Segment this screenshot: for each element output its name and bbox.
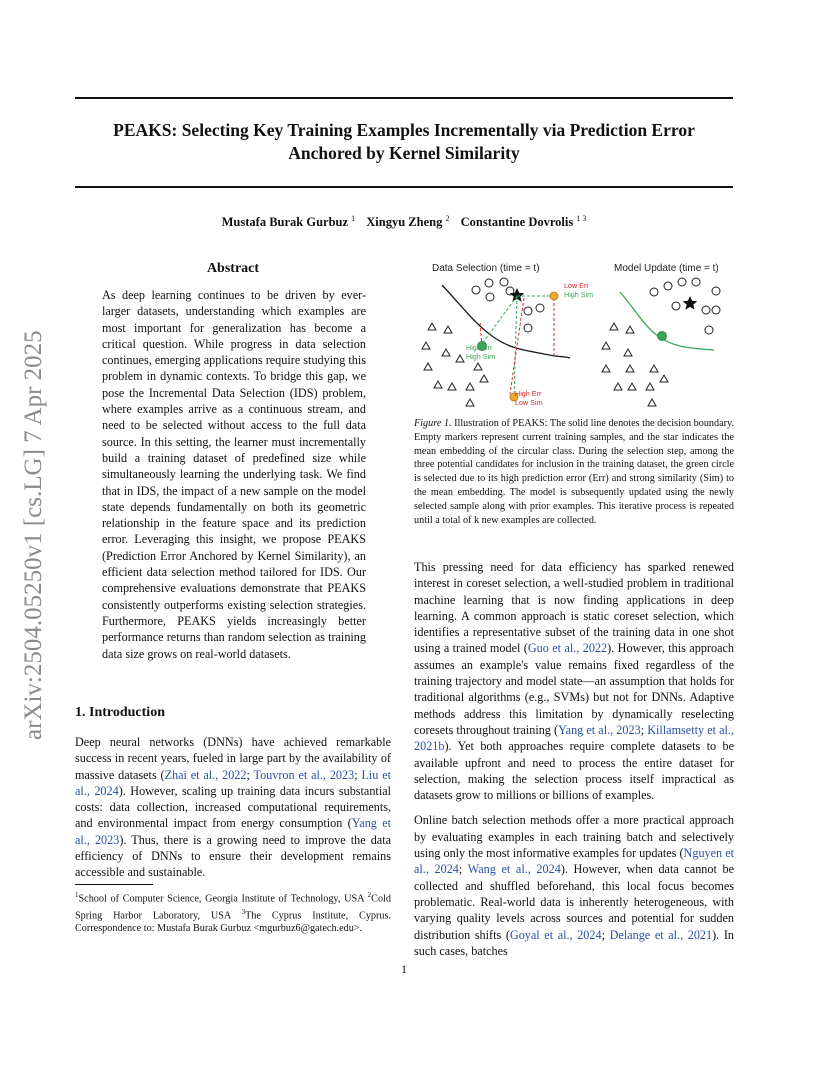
label-low-err: Low Err	[564, 281, 589, 290]
circle-marker	[486, 293, 494, 301]
circle-marker	[524, 324, 532, 332]
page-number: 1	[401, 962, 407, 976]
author	[461, 215, 587, 229]
text-run: ;	[640, 722, 648, 737]
triangle-marker	[660, 375, 668, 382]
text-run: Online batch selection methods offer a more practical approach by evaluating examples in each training batch and selectively using only the most informative examples for updates (	[414, 813, 734, 861]
citation-link[interactable]: Guo et al., 2022	[527, 641, 608, 656]
citation-link[interactable]: Touvron et al., 2023	[253, 767, 355, 782]
triangle-marker	[466, 383, 474, 390]
section-heading-introduction: 1. Introduction	[75, 705, 165, 720]
text-run: ). Yet both approaches require complete datasets to be available upfront and need to process the entire dataset for selection, making the selection process itself impractical as datasets grow to millions or billions of examples.	[414, 739, 734, 803]
triangle-marker	[624, 349, 632, 356]
abstract-body	[102, 287, 366, 671]
text-run: ). Thus, there is a growing need to improve the data efficiency of DNNs to ensure their development remains accessible and sustainable.	[75, 832, 391, 880]
triangle-marker	[466, 399, 474, 406]
author-name: Xingyu Zheng	[366, 215, 443, 230]
title-line-1: PEAKS: Selecting Key Training Examples Incrementally via Prediction Error	[113, 120, 695, 140]
similarity-line-bottom	[514, 296, 517, 396]
triangle-marker	[648, 399, 656, 406]
mean-embedding-star-icon-updated	[683, 296, 698, 310]
affiliation-mark: 1	[351, 214, 356, 223]
text-run: ). However, when data cannot be collected and shuffled beforehand, this local focus becomes problematic. Real-world data is inherently heterogeneous, with varying quality levels across sources and potential for sudden distribution shifts (	[414, 862, 735, 942]
circle-marker	[536, 304, 544, 312]
affiliation-mark: 1 3	[576, 214, 587, 223]
triangle-marker	[602, 365, 610, 372]
citation-link[interactable]: Killamsetty et al., 2021b	[414, 722, 734, 754]
similarity-line-mid	[482, 296, 517, 344]
citation-link[interactable]: Delange et al., 2021	[609, 927, 713, 942]
circle-marker	[650, 288, 658, 296]
circle-marker	[692, 278, 700, 286]
footnote-rule	[75, 884, 153, 885]
title-rule-top	[75, 97, 733, 99]
citation-link[interactable]: Wang et al., 2024	[467, 862, 561, 877]
circle-marker	[712, 306, 720, 314]
text-run: ;	[246, 767, 254, 782]
abstract-text: As deep learning continues to be driven by ever-larger datasets, understanding which examples are most important for generalization has become a critical question. While progress in data selection continues, emerging applications require studying this problem in dynamic contexts. To bridge this gap, we pose the Incremental Data Selection (IDS) problem, where examples arrive as a continuous stream, and need to be selected without access to the full data source. In this setting, the learner must incrementally build a training dataset of predefined size while simultaneously learning the underlying task. We find that in IDS, the impact of a new sample on the model state depends fundamentally on both its geometric relationship in the feature space and its prediction error. Leveraging this insight, we propose PEAKS (Prediction Error Anchored by Kernel Similarity), an efficient data selection method tailored for IDS. Our comprehensive evaluations demonstrate that PEAKS consistently outperforms existing selection strategies. Furthermore, PEAKS yields increasingly better performance returns than random selection as training data size grows on real-world datasets.	[102, 288, 366, 661]
citation-link[interactable]: Nguyen et al., 2024	[414, 846, 734, 877]
right-circle-markers	[650, 278, 720, 334]
circle-marker	[485, 279, 493, 287]
label-high-err-mid: High Err	[466, 343, 493, 352]
title-line-2: Anchored by Kernel Similarity	[288, 143, 520, 163]
label-high-err-bottom: High Err	[515, 389, 542, 398]
citation-link[interactable]: Yang et al., 2023	[558, 722, 641, 737]
footnote-mark: 3	[241, 907, 246, 916]
arxiv-identifier[interactable]: arXiv:2504.05250v1 [cs.LG] 7 Apr 2025	[20, 330, 47, 740]
circle-marker	[705, 326, 713, 334]
triangle-marker	[422, 342, 430, 349]
citation-link[interactable]: Yang et al., 2023	[75, 816, 391, 847]
citation-link[interactable]: Zhai et al., 2022	[164, 767, 247, 782]
paper-title	[75, 119, 733, 165]
triangle-marker	[602, 342, 610, 349]
paragraph	[414, 812, 734, 959]
circle-marker	[472, 286, 480, 294]
triangle-class-markers	[422, 323, 488, 406]
author	[222, 215, 356, 229]
text-run: ;	[601, 927, 610, 942]
label-high-sim-top: High Sim	[564, 290, 594, 299]
author	[366, 215, 449, 229]
text-run: ). In such cases, batches	[414, 927, 734, 958]
updated-decision-boundary	[620, 292, 714, 350]
author-list	[75, 214, 733, 230]
footnote-text: School of Computer Science, Georgia Institute of Technology, USA	[78, 893, 368, 905]
candidate-orange-top	[550, 292, 558, 300]
label-low-sim: Low Sim	[515, 398, 543, 407]
triangle-marker	[474, 363, 482, 370]
text-run: ;	[458, 862, 468, 877]
selected-green-sample	[658, 332, 667, 341]
figure-left-title: Data Selection (time = t)	[432, 263, 540, 274]
triangle-marker	[434, 381, 442, 388]
footnote	[75, 889, 391, 935]
circle-marker	[664, 282, 672, 290]
title-rule-bottom	[75, 186, 733, 188]
triangle-marker	[614, 383, 622, 390]
circle-marker	[500, 278, 508, 286]
triangle-marker	[444, 326, 452, 333]
triangle-marker	[456, 355, 464, 362]
circle-marker	[678, 278, 686, 286]
introduction-body	[75, 734, 391, 890]
circle-marker	[524, 307, 532, 315]
triangle-marker	[480, 375, 488, 382]
circle-marker	[702, 306, 710, 314]
triangle-marker	[646, 383, 654, 390]
triangle-marker	[448, 383, 456, 390]
triangle-marker	[626, 326, 634, 333]
paragraph	[414, 559, 734, 803]
triangle-marker	[442, 349, 450, 356]
footnote-text: Cold Spring Harbor Laboratory, USA	[75, 893, 391, 921]
author-name: Mustafa Burak Gurbuz	[221, 215, 349, 230]
mean-embedding-star-icon	[510, 288, 525, 302]
text-run: Deep neural networks (DNNs) have achieved remarkable success in recent years, fueled in large part by the availability of massive datasets (	[75, 735, 391, 782]
figure-right-title: Model Update (time = t)	[614, 263, 719, 274]
citation-link[interactable]: Goyal et al., 2024	[509, 927, 602, 942]
text-run: ). However, scaling up training data incurs substantial costs: data collection, increased computational requirements, and environmental impact from energy consumption (	[75, 783, 391, 831]
triangle-marker	[628, 383, 636, 390]
triangle-marker	[650, 365, 658, 372]
triangle-marker	[610, 323, 618, 330]
figure-caption	[414, 417, 734, 527]
citation-link[interactable]: Liu et al., 2024	[75, 767, 391, 798]
paragraph	[75, 734, 391, 881]
circle-marker	[712, 287, 720, 295]
triangle-marker	[424, 363, 432, 370]
abstract-heading: Abstract	[206, 261, 260, 276]
footnote-mark: 1	[75, 891, 79, 899]
author-name: Constantine Dovrolis	[460, 215, 574, 230]
label-high-sim-mid: High Sim	[466, 352, 496, 361]
caption-label: Figure 1.	[414, 418, 452, 429]
text-run: This pressing need for data efficiency has sparked renewed interest in coreset selection, a well-studied problem in traditional machine learning that is now finding applications in deep learning. A common approach is static coreset selection, which identifies a representative subset of the training data in one shot using a trained model (	[414, 560, 734, 656]
circle-class-markers	[472, 278, 544, 332]
footnote-text: The Cyprus Institute, Cyprus. Correspondence to: Mustafa Burak Gurbuz <mgurbuz6@gatech.edu>.	[75, 909, 392, 935]
triangle-marker	[428, 323, 436, 330]
triangle-marker	[626, 365, 634, 372]
right-column-body	[414, 559, 734, 968]
circle-marker	[672, 302, 680, 310]
footnote-mark: 2	[367, 891, 372, 899]
text-run: ;	[354, 767, 362, 782]
caption-text: Illustration of PEAKS: The solid line denotes the decision boundary. Empty markers represent current training samples, and the star indicates the mean embedding of the circular class. During the selection step, among the three potential candidates for inclusion in the training dataset, the green circle is selected due to its high prediction error (Err) and strong similarity (Sim) to the mean embedding. The model is subsequently updated using the newly selected sample along with prior examples. This iterative process is repeated until a total of k new examples are collected.	[414, 418, 734, 526]
affiliation-mark: 2	[445, 214, 450, 223]
text-run: ). However, this approach assumes an example's value remains fixed regardless of the training trajectory and model state—an assumption that holds for traditional algorithms (e.g., SVMs) but not for DNNs. Adaptive methods address this limitation by dynamically reselecting coresets throughout training (	[414, 641, 734, 737]
figure-1-illustration	[414, 258, 734, 410]
